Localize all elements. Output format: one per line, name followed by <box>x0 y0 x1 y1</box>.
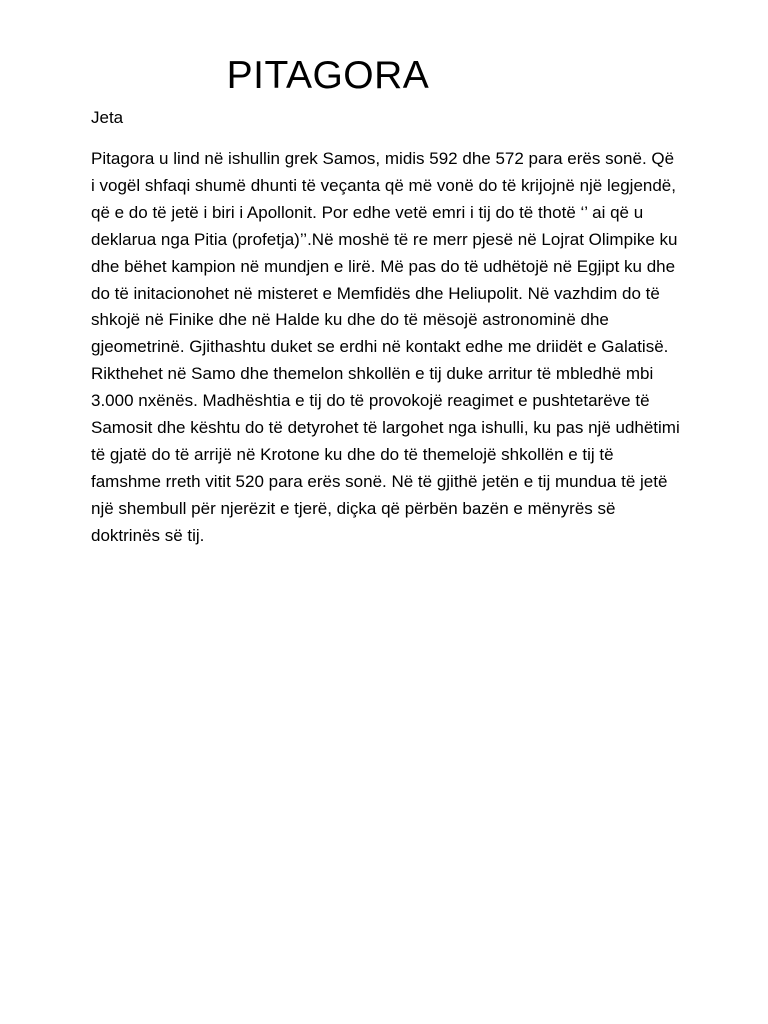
body-paragraph: Pitagora u lind në ishullin grek Samos, midis 592 dhe 572 para erës sonë. Që i vogël shfaqi shumë dhunti të veçanta që më vonë do të krijojnë një legjendë, që e do të jetë i biri i Apollonit. Por edhe vetë emri i tij do të thotë ‘’ ai që u deklarua nga Pitia (profetja)’’.Në moshë të re merr pjesë në Lojrat Olimpike ku dhe bëhet kampion në mundjen e lirë. Më pas do të udhëtojë në Egjipt ku dhe do të initacionohet në misteret e Memfidës dhe Heliupolit. Në vazhdim do të shkojë në Finike dhe në Halde ku dhe do të mësojë astronominë dhe gjeometrinë. Gjithashtu duket se erdhi në kontakt edhe me driidët e Galatisë. Rikthehet në Samo dhe themelon shkollën e tij duke arritur të mbledhë mbi 3.000 nxënës. Madhështia e tij do të provokojë reagimet e pushtetarëve të Samosit dhe kështu do të detyrohet të largohet nga ishulli, ku pas një udhëtimi të gjatë do të arrijë në Krotone ku dhe do të themelojë shkollën e tij të famshme rreth vitit 520 para erës sonë. Në të gjithë jetën e tij mundua të jetë një shembull për njerëzit e tjerë, diçka që përbën bazën e mënyrës së doktrinës së tij. <box>91 149 680 545</box>
page-title: PITAGORA <box>226 54 430 97</box>
section-heading: Jeta <box>91 108 124 127</box>
